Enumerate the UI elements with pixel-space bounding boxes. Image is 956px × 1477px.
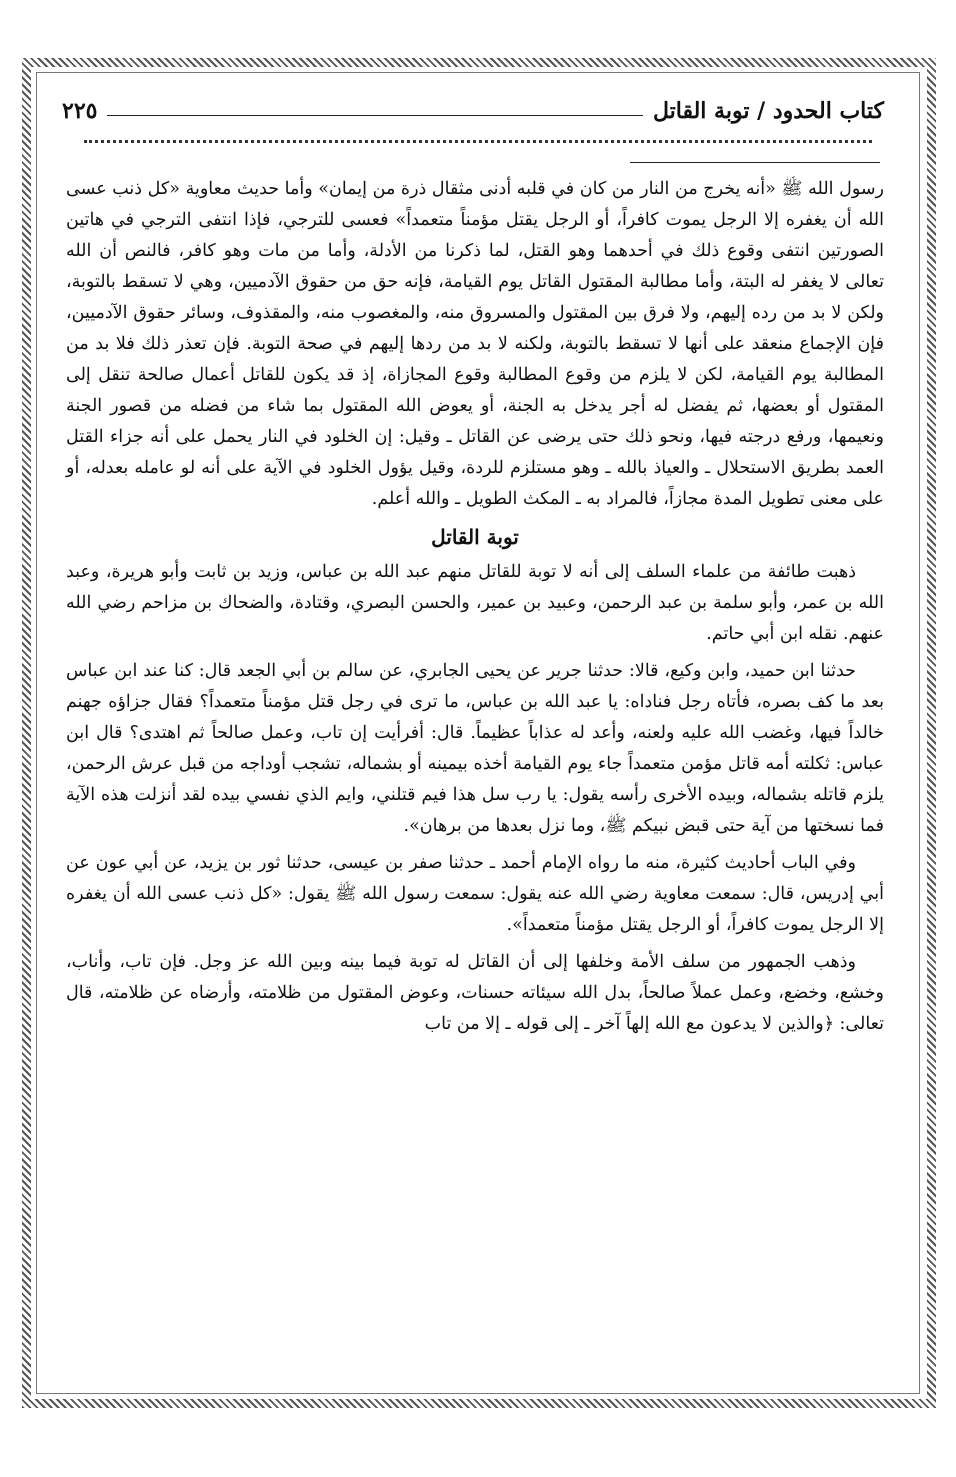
section-title: توبة القاتل	[431, 525, 519, 549]
page-body	[66, 174, 884, 1046]
page-header	[62, 84, 884, 124]
section-paragraph-1: ذهبت طائفة من علماء السلف إلى أنه لا توبة للقاتل منهم عبد الله بن عباس، وزيد بن ثابت وأبو هريرة، وعبد الله بن عمر، وأبو سلمة بن عبد الرحمن، وعبيد بن عمير، والحسن البصري، وقتادة، والضحاك بن مزاحم رضي الله عنهم. نقله ابن أبي حاتم.	[66, 562, 884, 644]
page-number: ٢٢٥	[62, 98, 98, 124]
section-paragraph-3: وفي الباب أحاديث كثيرة، منه ما رواه الإمام أحمد ـ حدثنا صفر بن عيسى، حدثنا ثور بن يزيد، عن أبي عون عن أبي إدريس، قال: سمعت معاوية رضي الله عنه يقول: سمعت رسول الله ﷺ يقول: «كل ذنب عسى الله أن يغفره إلا الرجل يموت كافراً، أو الرجل يقتل مؤمناً متعمداً».	[66, 853, 884, 935]
section-paragraph-2: حدثنا ابن حميد، وابن وكيع، قالا: حدثنا جرير عن يحيى الجابري، عن سالم بن أبي الجعد قال: كنا عند ابن عباس بعد ما كف بصره، فأتاه رجل فناداه: يا عبد الله بن عباس، ما ترى في رجل قتل مؤمناً متعمداً؟ فقال جزاؤه جهنم خالداً فيها، وغضب الله عليه ولعنه، وأعد له عذاباً عظيماً. قال: أفرأيت إن تاب، وعمل صالحاً ثم اهتدى؟ قال ابن عباس: ثكلته أمه قاتل مؤمن متعمداً جاء يوم القيامة أخذه بيمينه أو بشماله، تشجب أوداجه من قبل عرش الرحمن، يلزم قاتله بشماله، وبيده الأخرى رأسه يقول: يا رب سل هذا فيم قتلني، وايم الذي نفسي بيده لقد أنزلت هذه الآية فما نسختها من آية حتى قبض نبيكم ﷺ، وما نزل بعدها من برهان».	[66, 661, 884, 836]
running-title: كتاب الحدود / توبة القاتل	[652, 98, 884, 124]
footnote-rule	[630, 162, 880, 163]
dotted-separator	[84, 140, 872, 143]
section-paragraph-4: وذهب الجمهور من سلف الأمة وخلفها إلى أن القاتل له توبة فيما بينه وبين الله عز وجل. فإن تاب، وأناب، وخشع، وخضع، وعمل عملاً صالحاً، بدل الله سيئاته حسنات، وعوض المقتول من ظلامته، وأرضاه عن ظلامته، قال تعالى: ﴿والذين لا يدعون مع الله إلهاً آخر ـ إلى قوله ـ إلا من تاب	[66, 952, 884, 1034]
header-rule	[107, 115, 643, 116]
paragraph-1: رسول الله ﷺ «أنه يخرج من النار من كان في قلبه أدنى مثقال ذرة من إيمان» وأما حديث معاوية «كل ذنب عسى الله أن يغفره إلا الرجل يموت كافراً، أو الرجل يقتل مؤمناً متعمداً» فعسى للترجي، فإذا انتفى الترجي في هاتين الصورتين انتفى وقوع ذلك في أحدهما وهو القتل، لما ذكرنا من الأدلة، وأما من مات وهو كافر، فالنص أن الله تعالى لا يغفر له البتة، وأما مطالبة المقتول القاتل يوم القيامة، فإنه حق من حقوق الآدميين، وهي لا تسقط بالتوبة، ولكن لا بد من رده إليهم، ولا فرق بين المقتول والمسروق منه، والمغصوب منه، والمقذوف، وسائر حقوق الآدميين، فإن الإجماع منعقد على أنها لا تسقط بالتوبة، ولكنه لا بد من ردها إليهم في صحة التوبة. فإن تعذر ذلك فلا بد من المطالبة يوم القيامة، لكن لا يلزم من وقوع المطالبة وقوع المجازاة، إذ قد يكون للقاتل أعمال صالحة تنقل إلى المقتول أو بعضها، ثم يفضل له أجر يدخل به الجنة، أو يعوض الله المقتول بما شاء من فضله من قصور الجنة ونعيمها، ورفع درجته فيها، ونحو ذلك حتى يرضى عن القاتل ـ وقيل: إن الخلود في النار يحمل على أنه جزاء القتل العمد بطريق الاستحلال ـ والعياذ بالله ـ وهو مستلزم للردة، وقيل يؤول الخلود في الآية على أنه لو عامله بعدله، أو على معنى تطويل المدة مجازاً، فالمراد به ـ المكث الطويل ـ والله أعلم.	[66, 179, 884, 509]
